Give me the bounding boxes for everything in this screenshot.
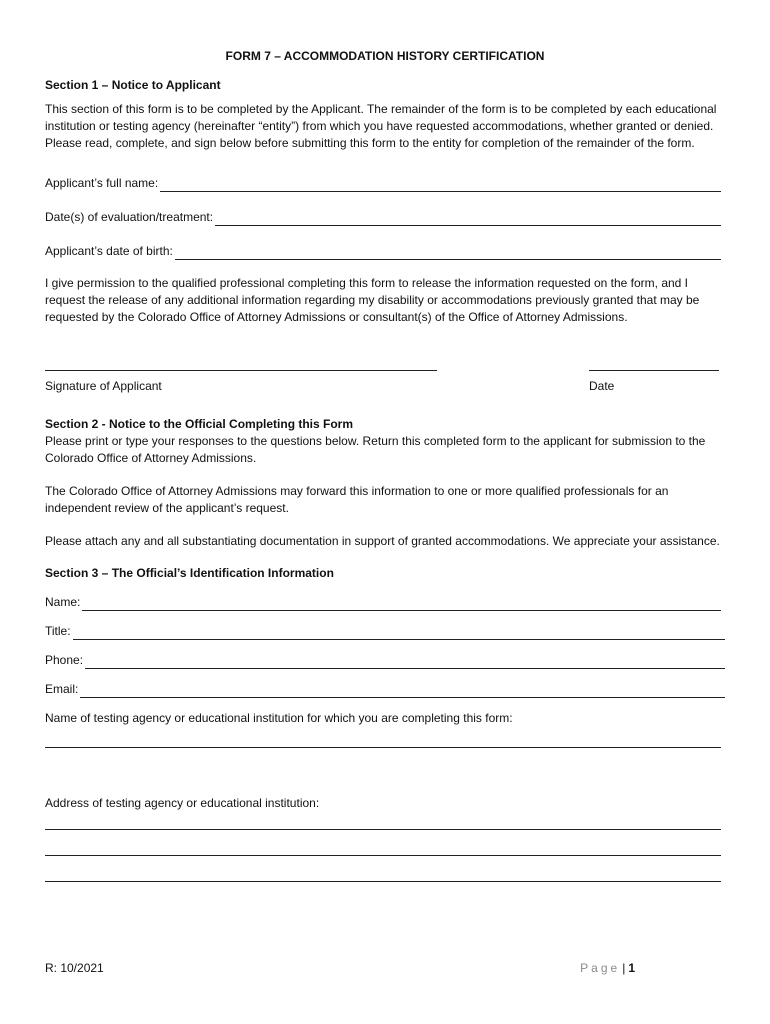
official-phone-line[interactable] — [85, 656, 725, 669]
page-word: Page — [580, 961, 621, 975]
signature-date-line[interactable] — [589, 370, 719, 371]
page-separator: | — [622, 961, 626, 975]
official-phone-label: Phone: — [45, 653, 84, 667]
evaluation-dates-field[interactable] — [45, 209, 721, 226]
official-name-line[interactable] — [82, 598, 721, 611]
form-title: FORM 7 – ACCOMMODATION HISTORY CERTIFICATION — [225, 49, 545, 63]
signature-block — [45, 370, 721, 410]
official-name-field[interactable] — [45, 594, 721, 611]
official-title-line[interactable] — [73, 627, 725, 640]
official-email-label: Email: — [45, 682, 79, 696]
form-page — [45, 48, 725, 882]
agency-address-line-3[interactable] — [45, 880, 721, 882]
section-2-para-1: Please print or type your responses to the questions below. Return this completed form to the applicant for submission to the Colorado Office of Attorney Admissions. — [45, 434, 706, 465]
section-1-intro: This section of this form is to be completed by the Applicant. The remainder of the form is to be completed by each educational institution or testing agency (hereinafter “entity”) from which you have requested accommodations, whether granted or denied. Please read, complete, and sign below before submitting this form to the entity for completion of the remainder of the form. — [45, 102, 717, 150]
revision-date: R: 10/2021 — [45, 961, 104, 975]
official-title-label: Title: — [45, 624, 71, 638]
signature-line[interactable] — [45, 370, 437, 371]
applicant-dob-label: Applicant’s date of birth: — [45, 244, 173, 258]
evaluation-dates-label: Date(s) of evaluation/treatment: — [45, 210, 214, 224]
official-name-label: Name: — [45, 595, 81, 609]
official-phone-field[interactable] — [45, 652, 725, 669]
evaluation-dates-line[interactable] — [215, 213, 721, 226]
official-email-line[interactable] — [80, 685, 725, 698]
signature-label: Signature of Applicant — [45, 379, 162, 393]
agency-name-prompt: Name of testing agency or educational institution for which you are completing this form: — [45, 711, 513, 725]
agency-address-prompt: Address of testing agency or educational institution: — [45, 796, 320, 810]
signature-date-label: Date — [589, 379, 615, 393]
official-email-field[interactable] — [45, 681, 725, 698]
applicant-dob-line[interactable] — [175, 247, 721, 260]
page-number: 1 — [628, 961, 635, 975]
official-title-field[interactable] — [45, 623, 725, 640]
applicant-full-name-label: Applicant’s full name: — [45, 176, 159, 190]
page-indicator — [580, 960, 635, 977]
section-2-para-3: Please attach any and all substantiating documentation in support of granted accommodations. We appreciate your assistance. — [45, 534, 720, 548]
section-2-para-2: The Colorado Office of Attorney Admissions may forward this information to one or more qualified professionals for an independent review of the applicant’s request. — [45, 484, 669, 515]
applicant-full-name-field[interactable] — [45, 175, 721, 192]
permission-statement: I give permission to the qualified professional completing this form to release the information requested on the form, and I request the release of any additional information regarding my disability or accommodations previously granted that may be requested by the Colorado Office of Attorney Admissions or consultant(s) of the Office of Attorney Admissions. — [45, 276, 700, 324]
applicant-dob-field[interactable] — [45, 243, 721, 260]
section-1-heading: Section 1 – Notice to Applicant — [45, 78, 221, 92]
page-footer — [45, 960, 635, 978]
section-2-heading: Section 2 - Notice to the Official Completing this Form — [45, 417, 354, 431]
applicant-full-name-line[interactable] — [160, 179, 721, 192]
section-3-heading: Section 3 – The Official’s Identification Information — [45, 566, 334, 580]
